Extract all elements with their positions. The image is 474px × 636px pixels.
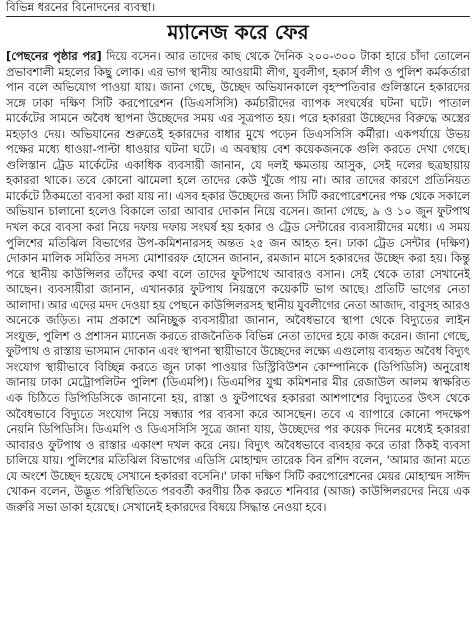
top-divider bbox=[6, 16, 470, 17]
article-body-paragraph bbox=[6, 49, 470, 515]
headline: ম্যানেজ করে ফের bbox=[167, 20, 309, 44]
previous-article-tail: বিভিন্ন ধরনের বিনোদনের ব্যবস্থা। bbox=[6, 0, 156, 14]
jump-label: [পেছনের পৃষ্ঠার পর] bbox=[6, 49, 102, 63]
article-body: দিয়ে বসেন। আর তাদের কাছ থেকে দৈনিক ২০০-৩০০ টাকা হারে চাঁদা তোলেন প্রভাবশালী মহলের কিছু লোক। এর ভাগ স্থানীয় আওয়ামী লীগ, যুবলীগ, হকার্স লীগ ও পুলিশ কর্মকর্তারা পান বলে অভিযোগ পাওয়া যায়। জানা গেছে, উচ্ছেদ অভিযানকালে বৃহস্পতিবার গুলিস্তানে হকারদের সঙ্গে ঢাকা দক্ষিণ সিটি করপোরেশন (ডিএসসিসি) কর্মচারীদের ব্যাপক সংঘর্ষের ঘটনা ঘটে। পাতাল মার্কেটের সামনে অবৈধ স্থাপনা উচ্ছেদের সময় এর সূত্রপাত হয়। পরে হকাররা উচ্ছেদের বিরুদ্ধে অস্ত্রের মহড়াও দেয়। অভিযানের শুরুতেই হকারদের বাধার মুখে পড়েন ডিএসসিসি কর্মীরা। একপর্যায়ে উভয় পক্ষের মধ্যে ধাওয়া-পাল্টা ধাওয়ার ঘটনা ঘটে। এ অবস্থায় বেশ কয়েকজনকে গুলি করতে দেখা গেছে। গুলিস্তান ট্রেড মার্কেটের একাধিক ব্যবসায়ী জানান, যে দলই ক্ষমতায় আসুক, সেই দলের ছত্রছায়ায় হকাররা থাকে। তবে কোনো ঝামেলা হলে তাদের কেউ খুঁজে পায় না। আর তাদের কারণে প্রতিনিয়ত মার্কেটে ঠিকমতো ব্যবসা করা যায় না। এসব হকার উচ্ছেদের জন্য সিটি করপোরেশনের পক্ষ থেকে সকালে অভিযান চালানো হলেও বিকালে তারা আবার দোকান নিয়ে বসেন। জানা গেছে, ৯ ও ১০ জুন ফুটপাথ দখল করে ব্যবসা করা নিয়ে দফায় দফায় সংঘর্ষ হয় হকার ও ট্রেড সেন্টারের ব্যবসায়ীদের মধ্যে। এ সময় পুলিশের মতিঝিল বিভাগের উপ-কমিশনারসহ অন্তত ২৫ জন আহত হন। ঢাকা ট্রেড সেন্টার (দক্ষিণ) দোকান মালিক সমিতির সদস্য মোশাররফ হোসেন জানান, রমজান মাসে হকারদের উচ্ছেদ করা হয়। কিন্তু পরে স্থানীয় কাউন্সিলর তাঁদের কথা বলে তাদের ফুটপাথে আবারও বসান। সেই থেকে তারা সেখানেই আছেন। ব্যবসায়ীরা জানান, এখানকার ফুটপাথ নিয়ন্ত্রণে কয়েকটি ভাগ আছে। প্রতিটি ভাগের নেতা আলাদা। আর এদের মদদ দেওয়া হয় পেছনে কাউন্সিলরসহ স্থানীয় যুবলীগের নেতা আজাদ, বাবুসহ আরও অনেকে জড়িত। নাম প্রকাশে অনিচ্ছুক ব্যবসায়ীরা জানান, অবৈধভাবে স্থাপা থেকে বিদ্যুতের লাইন সংযুক্ত, পুলিশ ও প্রশাসন ম্যানেজ করতে রাজনৈতিক বিভিন্ন নেতা তাদের হয়ে কাজ করেন। জানা গেছে, ফুটপাথ ও রাস্তায় ভাসমান দোকান এবং স্থাপনা স্থায়ীভাবে উচ্ছেদের লক্ষ্যে এগুলোয় ব্যবহৃত অবৈধ বিদ্যুৎ সংযোগ স্থায়ীভাবে বিচ্ছিন্ন করতে জুন ঢাকা পাওয়ার ডিস্ট্রিবিউশন কোম্পানিকে (ডিপিডিসি) অনুরোধ জানায় ঢাকা মেট্রোপলিটন পুলিশ (ডিএমপি)। ডিএমপির যুগ্ম কমিশনার মীর রেজাউল আলম স্বাক্ষরিত এক চিঠিতে ডিপিডিসিকে জানানো হয়, রাস্তা ও ফুটপাথের হকাররা আশপাশের বিদ্যুতের উৎস থেকে অবৈধভাবে বিদ্যুতে সংযোগ নিয়ে সন্ধ্যার পর ব্যবসা করে আসছেন। তবে এ ব্যাপারে কোনো পদক্ষেপ নেয়নি ডিপিডিসি। ডিএমপি ও ডিএসসিসি সূত্রে জানা যায়, উচ্ছেদের পর কয়েক দিনের মধ্যেই হকাররা আবারও ফুটপাথ ও রাস্তার একাংশ দখল করে নেয়। বিদ্যুৎ অবৈধভাবে ব্যবহার করে তারা ঠিকই ব্যবসা চালিয়ে যায়। পুলিশের মতিঝিল বিভাগের এডিসি মোহাম্মদ তারেক বিন রশিদ বলেন, 'আমার জানা মতে যে অংশে উচ্ছেদ হয়েছে সেখানে হকাররা বসেনি।' ঢাকা দক্ষিণ সিটি করপোরেশনের মেয়র মোহাম্মদ সাঈদ খোকন বলেন, উদ্ভূত পরিস্থিতিতে পরবর্তী করণীয় ঠিক করতে শনিবার (আজ) কাউন্সিলরদের নিয়ে এক জরুরি সভা ডাকা হয়েছে। সেখানেই হকারদের বিষয়ে সিদ্ধান্ত নেওয়া হবে। bbox=[6, 49, 470, 514]
